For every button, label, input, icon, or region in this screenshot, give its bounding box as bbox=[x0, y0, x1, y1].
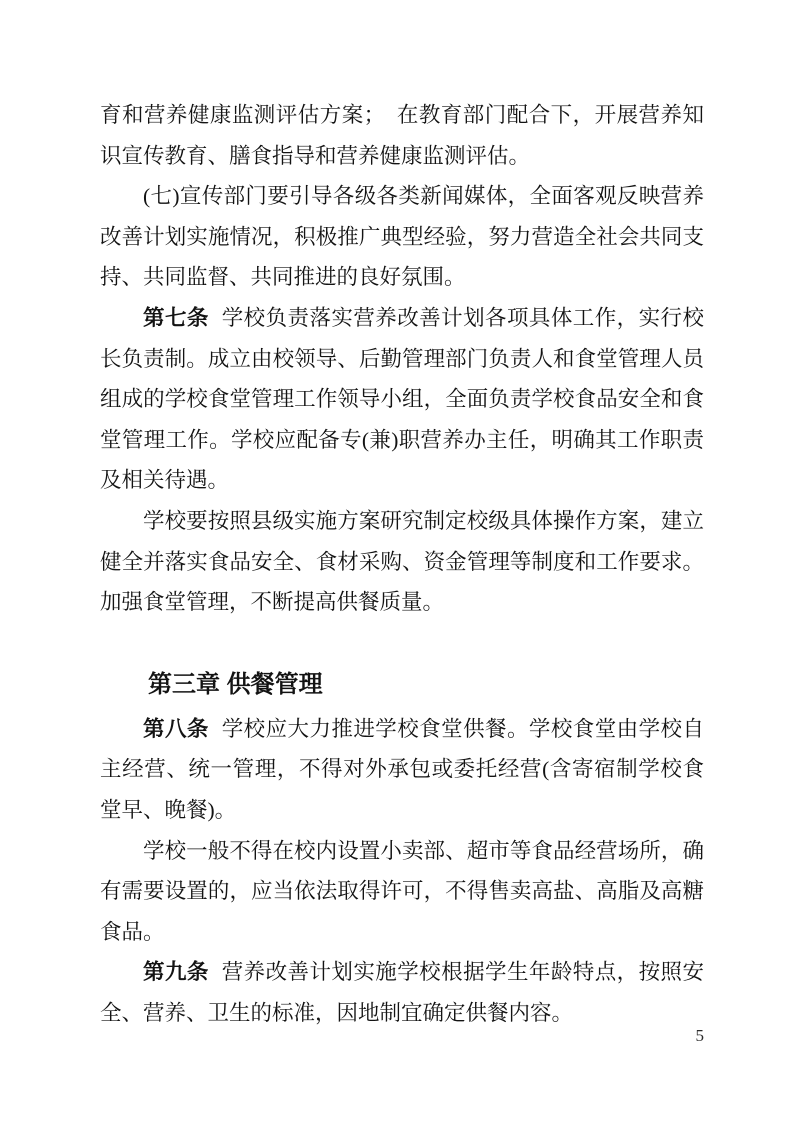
paragraph: 第九条 营养改善计划实施学校根据学生年龄特点，按照安全、营养、卫生的标准，因地制宜确定供餐内容。 bbox=[100, 960, 704, 1025]
paragraph: 第八条 学校应大力推进学校食堂供餐。学校食堂由学校自主经营、统一管理，不得对外承包或委托经营(含寄宿制学校食堂早、晚餐)。 bbox=[100, 716, 704, 822]
chapter-heading: 第三章 供餐管理 bbox=[148, 670, 323, 698]
paragraph: 第七条 学校负责落实营养改善计划各项具体工作，实行校长负责制。成立由校领导、后勤管理部门负责人和食堂管理人员组成的学校食堂管理工作领导小组，全面负责学校食品安全和食堂管理工作。学校应配备专(兼)职营养办主任，明确其工作职责及相关待遇。 bbox=[100, 305, 704, 493]
paragraph: (七)宣传部门要引导各级各类新闻媒体，全面客观反映营养改善计划实施情况，积极推广典型经验，努力营造全社会共同支持、共同监督、共同推进的良好氛围。 bbox=[100, 184, 704, 290]
paragraph: 学校一般不得在校内设置小卖部、超市等食品经营场所，确有需要设置的，应当依法取得许可，不得售卖高盐、高脂及高糖食品。 bbox=[100, 838, 704, 944]
article-number: 第九条 bbox=[143, 960, 209, 985]
article-number: 第七条 bbox=[143, 305, 209, 330]
paragraph: 学校要按照县级实施方案研究制定校级具体操作方案，建立健全并落实食品安全、食材采购、资金管理等制度和工作要求。加强食堂管理，不断提高供餐质量。 bbox=[100, 508, 704, 615]
paragraph: 育和营养健康监测评估方案； 在教育部门配合下，开展营养知识宣传教育、膳食指导和营养健康监测评估。 bbox=[100, 103, 704, 168]
page-number: 5 bbox=[695, 1026, 704, 1045]
article-number: 第八条 bbox=[143, 716, 209, 741]
document-body bbox=[100, 95, 704, 1033]
